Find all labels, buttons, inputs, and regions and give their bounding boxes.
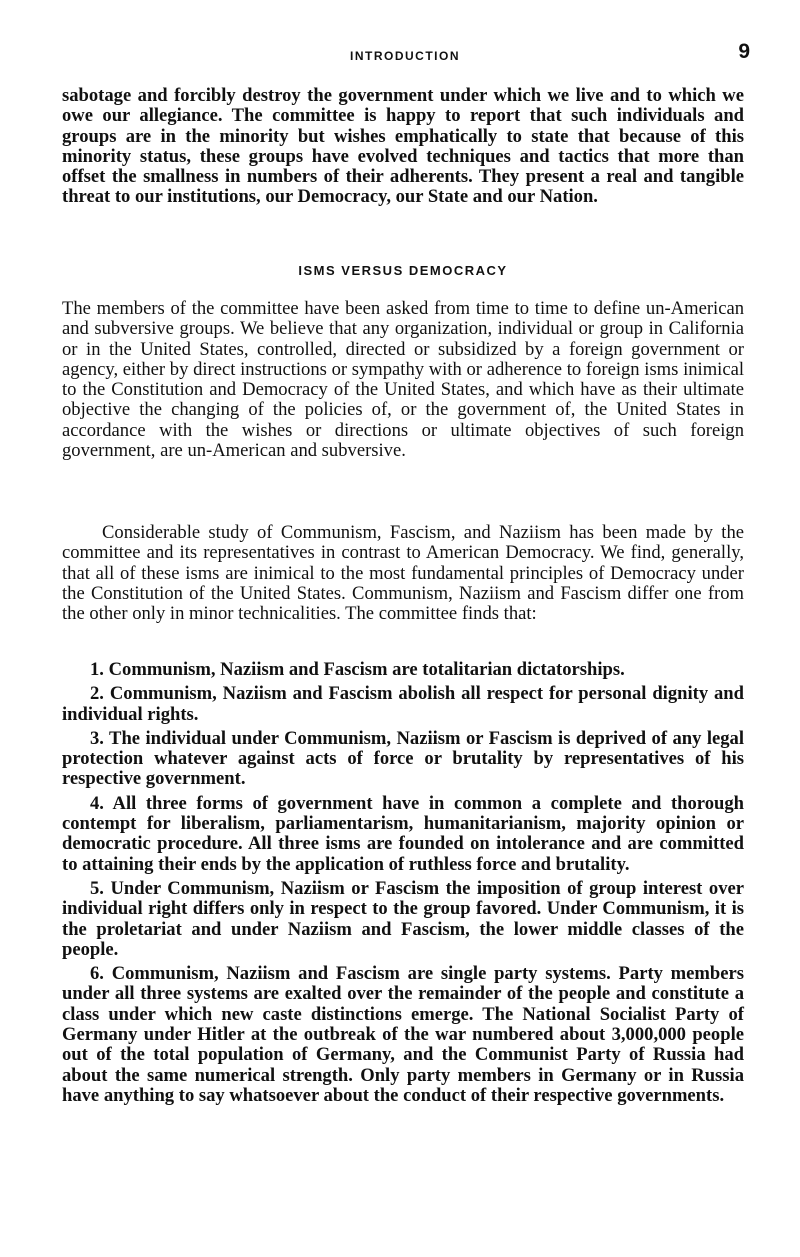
finding-number: 1. <box>90 659 104 680</box>
finding-number: 3. <box>90 727 104 749</box>
finding-number: 5. <box>90 877 104 899</box>
study-paragraph-text: Considerable study of Communism, Fascism, and Naziism has been made by the committee and its representatives in contrast to American Democracy. We find, generally, that all of these isms are inimical to the most fundamental principles of Democracy under the Constitution of the United States. Communism, Naziism and Fascism differ one from the other only in minor technicalities. The committee finds that: <box>62 522 744 625</box>
definition-paragraph-text: The members of the committee have been asked from time to time to define un-American and subversive groups. We believe that any organization, individual or group in California or in the United States, controlled, directed or subsidized by a foreign government or agency, either by direct instructions or sympathy with or adherence to foreign isms inimical to the Constitution and Democracy of the United States, and which have as their ultimate objective the changing of the policies of, or the government of, the United States in accordance with the wishes or directions or ultimate objectives of such foreign government, are un-American and subversive. <box>62 298 744 462</box>
intro-paragraph-text: sabotage and forcibly destroy the government under which we live and to which we owe our allegiance. The committee is happy to report that such individuals and groups are in the minority but wishes emphatically to state that because of this minority status, these groups have evolved techniques and tactics that more than offset the smallness in numbers of their adherents. They present a real and tangible threat to our institutions, our Democracy, our State and our Nation. <box>62 85 744 208</box>
finding-text: Communism, Naziism and Fascism are totalitarian dictatorships. <box>108 659 625 680</box>
finding-item <box>62 794 744 875</box>
finding-item <box>62 964 744 1106</box>
intro-paragraph <box>62 86 744 208</box>
findings-list <box>62 660 744 1110</box>
finding-text: Under Communism, Naziism or Fascism the imposition of group interest over individual right differs only in respect to the group favored. Under Communism, it is the proletariat and under Naziism and Fascism, the lower middle classes of the people. <box>62 877 744 960</box>
running-head <box>60 40 750 64</box>
finding-item <box>62 729 744 790</box>
study-paragraph <box>62 523 744 624</box>
finding-number: 6. <box>90 963 104 985</box>
finding-number: 4. <box>90 792 104 814</box>
finding-text: Communism, Naziism and Fascism abolish all respect for personal dignity and individual rights. <box>62 683 744 725</box>
finding-text: The individual under Communism, Naziism or Fascism is deprived of any legal protection whatever against acts of force or brutality by representatives of his respective government. <box>62 727 744 790</box>
finding-item <box>62 879 744 960</box>
definition-paragraph <box>62 299 744 461</box>
finding-text: Communism, Naziism and Fascism are single party systems. Party members under all three systems are exalted over the remainder of the people and constitute a class under which new caste distinctions emerge. The National Socialist Party of Germany under Hitler at the outbreak of the war numbered about 3,000,000 people out of the total population of Germany, and the Communist Party of Russia had about the same numerical strength. Only party members in Germany or in Russia have anything to say whatsoever about the conduct of their respective governments. <box>62 963 744 1106</box>
running-title: INTRODUCTION <box>350 49 460 63</box>
finding-item <box>62 660 744 680</box>
finding-text: All three forms of government have in common a complete and thorough contempt for liberalism, parliamentarism, humanitarianism, majority opinion or democratic procedure. All three isms are founded on intolerance and are committed to attaining their ends by the application of ruthless force and brutality. <box>62 792 744 875</box>
page-number: 9 <box>738 40 750 63</box>
finding-number: 2. <box>90 683 104 705</box>
section-heading: ISMS VERSUS DEMOCRACY <box>298 263 508 278</box>
finding-item <box>62 684 744 725</box>
